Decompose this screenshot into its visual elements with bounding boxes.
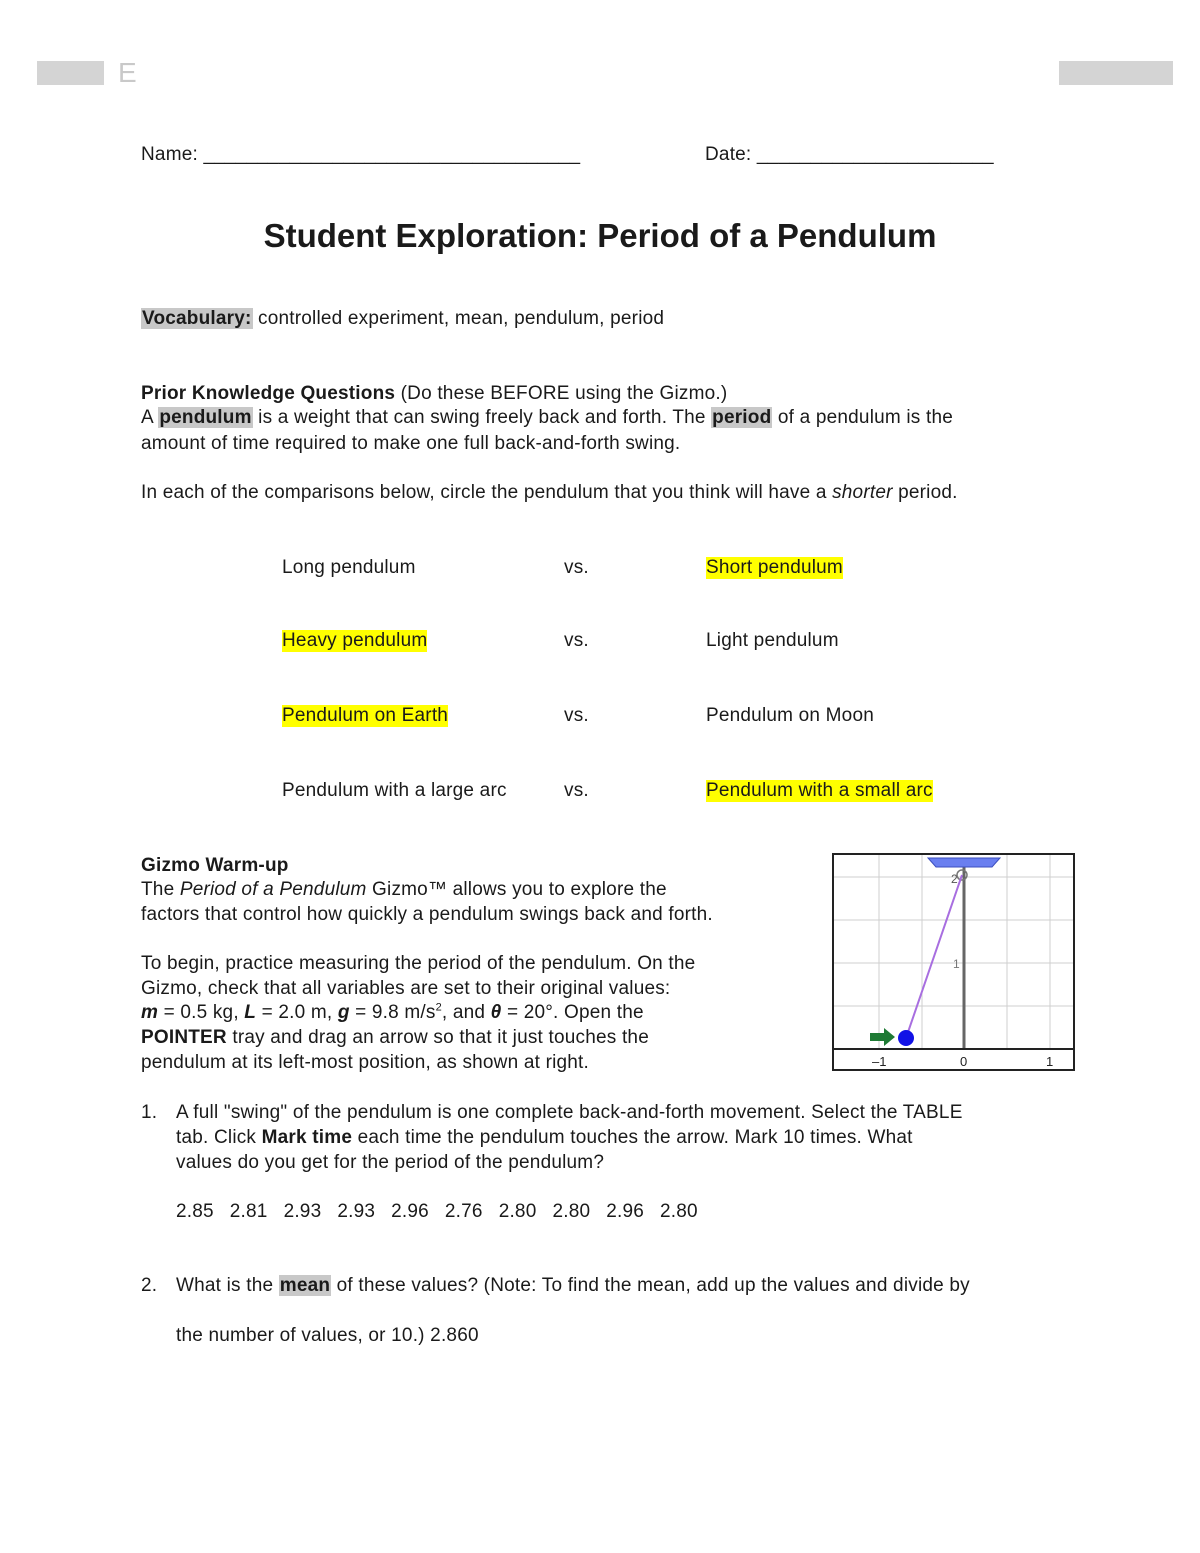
gizmo-name: Period of a Pendulum xyxy=(179,879,367,900)
warmup-text: tray and drag an arrow so that it just touches the xyxy=(226,1027,649,1048)
y-tick-label: 2 xyxy=(951,872,958,886)
var-L: L xyxy=(244,1002,257,1023)
period-value: 2.81 xyxy=(229,1201,268,1222)
prior-instruction-text: In each of the comparisons below, circle the pendulum that you think will have a xyxy=(141,482,833,503)
var-theta: θ xyxy=(490,1002,502,1023)
prior-text: is a weight that can swing freely back and forth. The xyxy=(252,407,712,428)
q2-text: of these values? (Note: To find the mean, add up the values and divide by xyxy=(331,1275,970,1296)
period-value: 2.80 xyxy=(498,1201,537,1222)
vocabulary-line xyxy=(141,308,664,330)
header-bar-left xyxy=(37,61,104,85)
date-blank: ______________________ xyxy=(756,144,994,165)
pendulum-figure xyxy=(832,853,1075,1071)
warmup-text: The xyxy=(141,879,180,900)
q1-line-2 xyxy=(176,1127,913,1149)
prior-instruction-em: shorter xyxy=(832,482,893,503)
warmup-text: = 9.8 m/s xyxy=(349,1002,436,1023)
pointer-label: POINTER xyxy=(141,1027,227,1048)
q1-text: each time the pendulum touches the arrow. Mark 10 times. What xyxy=(352,1127,913,1148)
mark-time-label: Mark time xyxy=(261,1127,353,1148)
comparison-left: Long pendulum xyxy=(282,557,416,578)
prior-heading-note: (Do these BEFORE using the Gizmo.) xyxy=(395,383,728,404)
superscript: 2 xyxy=(435,1001,442,1014)
period-value: 2.80 xyxy=(660,1201,698,1222)
warmup-text: , and xyxy=(441,1002,491,1023)
comparison-right-chosen: Short pendulum xyxy=(706,557,843,578)
var-g: g xyxy=(337,1002,350,1023)
comparison-right-chosen: Pendulum with a small arc xyxy=(706,780,933,801)
warmup-line-3: To begin, practice measuring the period of the pendulum. On the xyxy=(141,953,696,974)
prior-heading-line xyxy=(141,383,727,405)
comparison-left: Pendulum with a large arc xyxy=(282,780,507,801)
warmup-text: = 2.0 m, xyxy=(256,1002,338,1023)
warmup-line-1 xyxy=(141,879,667,901)
q2-line-1 xyxy=(176,1275,970,1297)
term-pendulum: pendulum xyxy=(159,407,252,428)
warmup-heading: Gizmo Warm-up xyxy=(141,855,289,876)
q2-number: 2. xyxy=(141,1275,158,1296)
term-period: period xyxy=(712,407,772,428)
name-line xyxy=(141,144,580,166)
period-value: 2.80 xyxy=(552,1201,591,1222)
term-mean: mean xyxy=(279,1275,331,1296)
date-label: Date: xyxy=(705,144,752,165)
name-label: Name: xyxy=(141,144,198,165)
x-tick-label: 1 xyxy=(1046,1054,1054,1069)
vocabulary-text: controlled experiment, mean, pendulum, period xyxy=(252,308,665,329)
warmup-line-4: Gizmo, check that all variables are set to their original values: xyxy=(141,978,671,999)
vocabulary-label: Vocabulary: xyxy=(142,308,252,329)
period-value: 2.76 xyxy=(444,1201,483,1222)
q2-line-2: the number of values, or 10.) 2.860 xyxy=(176,1325,479,1346)
q1-number: 1. xyxy=(141,1102,158,1123)
prior-text: A xyxy=(141,407,159,428)
q1-line-3: values do you get for the period of the pendulum? xyxy=(176,1152,605,1173)
prior-line-1 xyxy=(141,407,953,429)
q1-answer-values xyxy=(176,1201,698,1223)
x-tick-label: 0 xyxy=(960,1054,968,1069)
warmup-text: = 0.5 kg, xyxy=(158,1002,245,1023)
period-value: 2.93 xyxy=(283,1201,322,1222)
comparison-left-chosen: Heavy pendulum xyxy=(282,630,428,651)
date-line xyxy=(705,144,994,166)
comparison-vs: vs. xyxy=(564,780,589,801)
period-value: 2.96 xyxy=(606,1201,645,1222)
var-m: m xyxy=(141,1002,159,1023)
comparison-vs: vs. xyxy=(564,705,589,726)
pendulum-mount xyxy=(928,858,1000,867)
prior-text: of a pendulum is the xyxy=(772,407,953,428)
header-bar-right xyxy=(1059,61,1173,85)
name-blank: ___________________________________ xyxy=(203,144,581,165)
prior-instruction-text: period. xyxy=(892,482,958,503)
y-tick-label: 1 xyxy=(953,957,960,971)
comparison-vs: vs. xyxy=(564,557,589,578)
warmup-line-2: factors that control how quickly a pendulum swings back and forth. xyxy=(141,904,713,925)
warmup-line-6 xyxy=(141,1027,649,1049)
period-value: 2.96 xyxy=(391,1201,429,1222)
comparison-right: Pendulum on Moon xyxy=(706,705,874,726)
pendulum-bob xyxy=(898,1030,914,1046)
warmup-text: = 20°. Open the xyxy=(501,1002,644,1023)
period-value: 2.85 xyxy=(176,1201,214,1222)
x-tick-label: –1 xyxy=(872,1054,887,1069)
prior-line-2: amount of time required to make one full back-and-forth swing. xyxy=(141,433,681,454)
prior-heading: Prior Knowledge Questions xyxy=(141,383,396,404)
page-title: Student Exploration: Period of a Pendulum xyxy=(263,217,937,254)
comparison-right: Light pendulum xyxy=(706,630,839,651)
q1-line-1: A full "swing" of the pendulum is one complete back-and-forth movement. Select the TABLE xyxy=(176,1102,963,1123)
warmup-line-7: pendulum at its left-most position, as shown at right. xyxy=(141,1052,590,1073)
q2-text: What is the xyxy=(176,1275,279,1296)
comparison-left-chosen: Pendulum on Earth xyxy=(282,705,449,726)
warmup-line-5 xyxy=(141,1002,644,1024)
header-logo-letter: E xyxy=(118,57,137,88)
comparison-vs: vs. xyxy=(564,630,589,651)
q1-text: tab. Click xyxy=(176,1127,262,1148)
warmup-text: Gizmo™ allows you to explore the xyxy=(366,879,667,900)
period-value: 2.93 xyxy=(337,1201,376,1222)
prior-instruction xyxy=(141,482,958,504)
